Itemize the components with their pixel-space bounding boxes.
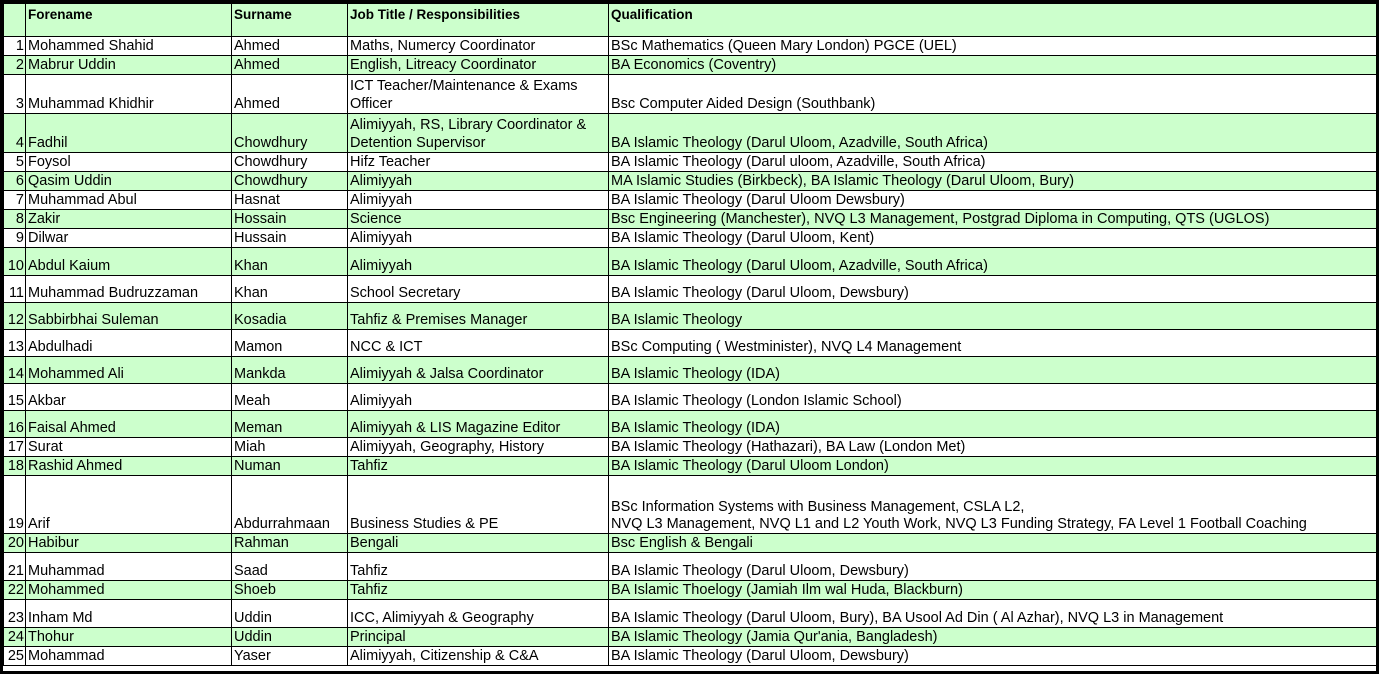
table-row xyxy=(4,647,1377,666)
surname-cell[interactable]: Chowdhury xyxy=(232,172,348,191)
forename-cell[interactable]: Mohammad xyxy=(26,647,232,666)
qualification-cell[interactable]: BSc Mathematics (Queen Mary London) PGCE (UEL) xyxy=(609,37,1377,56)
table-row xyxy=(4,229,1377,248)
row-number-cell[interactable]: 8 xyxy=(4,210,26,229)
surname-cell[interactable]: Mankda xyxy=(232,357,348,384)
table-row xyxy=(4,384,1377,411)
forename-cell[interactable]: Zakir xyxy=(26,210,232,229)
qualification-cell[interactable]: MA Islamic Studies (Birkbeck), BA Islamic Theology (Darul Uloom, Bury) xyxy=(609,172,1377,191)
surname-cell[interactable]: Kosadia xyxy=(232,303,348,330)
table-row xyxy=(4,276,1377,303)
row-number-cell[interactable]: 18 xyxy=(4,457,26,476)
table-row xyxy=(4,114,1377,153)
qualification-cell[interactable]: Bsc English & Bengali xyxy=(609,534,1377,553)
forename-cell[interactable]: Faisal Ahmed xyxy=(26,411,232,438)
job-cell[interactable]: Tahfiz xyxy=(348,581,609,600)
row-number-cell[interactable]: 21 xyxy=(4,553,26,581)
job-cell[interactable]: ICT Teacher/Maintenance & Exams Officer xyxy=(348,75,609,114)
qualification-cell[interactable]: BA Islamic Theology (Darul Uloom, Kent) xyxy=(609,229,1377,248)
qualification-cell[interactable]: BA Islamic Theology (Darul Uloom London) xyxy=(609,457,1377,476)
job-cell[interactable]: Alimiyyah, RS, Library Coordinator & Detention Supervisor xyxy=(348,114,609,153)
forename-cell[interactable]: Mabrur Uddin xyxy=(26,56,232,75)
table-body xyxy=(4,37,1377,666)
job-cell[interactable]: School Secretary xyxy=(348,276,609,303)
surname-cell[interactable]: Chowdhury xyxy=(232,114,348,153)
surname-cell[interactable]: Meman xyxy=(232,411,348,438)
job-cell[interactable]: Alimiyyah xyxy=(348,191,609,210)
qualification-line-2: NVQ L3 Management, NVQ L1 and L2 Youth Work, NVQ L3 Funding Strategy, FA Level 1 Football Coaching xyxy=(611,516,1307,532)
qualification-cell[interactable]: BA Islamic Theology (IDA) xyxy=(609,357,1377,384)
qualification-cell[interactable]: Bsc Computer Aided Design (Southbank) xyxy=(609,75,1377,114)
surname-cell[interactable]: Numan xyxy=(232,457,348,476)
table-row xyxy=(4,210,1377,229)
surname-cell[interactable]: Hossain xyxy=(232,210,348,229)
forename-cell[interactable]: Muhammad Budruzzaman xyxy=(26,276,232,303)
row-number-cell[interactable]: 1 xyxy=(4,37,26,56)
job-cell[interactable]: Alimiyyah, Geography, History xyxy=(348,438,609,457)
surname-cell[interactable]: Shoeb xyxy=(232,581,348,600)
forename-cell[interactable]: Akbar xyxy=(26,384,232,411)
table-row xyxy=(4,172,1377,191)
forename-cell[interactable]: Abdulhadi xyxy=(26,330,232,357)
header-qualification[interactable]: Qualification xyxy=(609,4,1377,37)
table-row xyxy=(4,248,1377,276)
forename-cell[interactable]: Abdul Kaium xyxy=(26,248,232,276)
table-row xyxy=(4,191,1377,210)
forename-cell[interactable]: Qasim Uddin xyxy=(26,172,232,191)
qualification-cell[interactable]: BA Islamic Theology (Hathazari), BA Law (London Met) xyxy=(609,438,1377,457)
table-row xyxy=(4,600,1377,628)
job-cell[interactable]: Alimiyyah, Citizenship & C&A xyxy=(348,647,609,666)
qualification-cell[interactable]: BSc Computing ( Westminister), NVQ L4 Management xyxy=(609,330,1377,357)
forename-cell[interactable]: Arif xyxy=(26,476,232,534)
row-number-cell[interactable]: 5 xyxy=(4,153,26,172)
surname-cell[interactable]: Chowdhury xyxy=(232,153,348,172)
row-number-cell[interactable]: 14 xyxy=(4,357,26,384)
qualification-cell[interactable]: BA Islamic Theology (Darul Uloom, Dewsbury) xyxy=(609,647,1377,666)
qualification-cell[interactable]: BA Islamic Theology (Jamia Qur'ania, Bangladesh) xyxy=(609,628,1377,647)
qualification-cell[interactable]: BA Islamic Theology (Darul Uloom, Dewsbury) xyxy=(609,553,1377,581)
row-number-cell[interactable]: 4 xyxy=(4,114,26,153)
row-number-cell[interactable]: 6 xyxy=(4,172,26,191)
table-row xyxy=(4,553,1377,581)
staff-table xyxy=(3,3,1377,666)
surname-cell[interactable]: Yaser xyxy=(232,647,348,666)
forename-cell[interactable]: Mohammed xyxy=(26,581,232,600)
surname-cell[interactable]: Uddin xyxy=(232,628,348,647)
job-cell[interactable]: Principal xyxy=(348,628,609,647)
forename-cell[interactable]: Dilwar xyxy=(26,229,232,248)
forename-cell[interactable]: Rashid Ahmed xyxy=(26,457,232,476)
job-cell[interactable]: Alimiyyah xyxy=(348,229,609,248)
forename-cell[interactable]: Mohammed Ali xyxy=(26,357,232,384)
surname-cell[interactable]: Ahmed xyxy=(232,37,348,56)
row-number-cell[interactable]: 9 xyxy=(4,229,26,248)
row-number-cell[interactable]: 24 xyxy=(4,628,26,647)
surname-cell[interactable]: Hasnat xyxy=(232,191,348,210)
surname-cell[interactable]: Mamon xyxy=(232,330,348,357)
job-cell[interactable]: NCC & ICT xyxy=(348,330,609,357)
qualification-cell[interactable]: BA Islamic Theology (Darul uloom, Azadville, South Africa) xyxy=(609,153,1377,172)
row-number-cell[interactable]: 16 xyxy=(4,411,26,438)
table-row xyxy=(4,628,1377,647)
surname-cell[interactable]: Saad xyxy=(232,553,348,581)
table-row xyxy=(4,330,1377,357)
surname-cell[interactable]: Miah xyxy=(232,438,348,457)
row-number-cell[interactable]: 22 xyxy=(4,581,26,600)
qualification-cell[interactable]: BA Islamic Theology (Darul Uloom Dewsbury) xyxy=(609,191,1377,210)
job-cell[interactable]: English, Litreacy Coordinator xyxy=(348,56,609,75)
row-number-cell[interactable]: 2 xyxy=(4,56,26,75)
job-cell[interactable]: Tahfiz xyxy=(348,457,609,476)
table-row xyxy=(4,56,1377,75)
job-cell[interactable]: Alimiyyah & Jalsa Coordinator xyxy=(348,357,609,384)
forename-cell[interactable]: Muhammad Abul xyxy=(26,191,232,210)
job-cell[interactable]: Alimiyyah & LIS Magazine Editor xyxy=(348,411,609,438)
row-number-cell[interactable]: 17 xyxy=(4,438,26,457)
qualification-cell[interactable]: BA Islamic Theology (London Islamic School) xyxy=(609,384,1377,411)
table-row xyxy=(4,438,1377,457)
table-row xyxy=(4,581,1377,600)
table-row xyxy=(4,153,1377,172)
row-number-cell[interactable]: 3 xyxy=(4,75,26,114)
row-number-cell[interactable]: 25 xyxy=(4,647,26,666)
table-row xyxy=(4,303,1377,330)
forename-cell[interactable]: Mohammed Shahid xyxy=(26,37,232,56)
table-row xyxy=(4,534,1377,553)
surname-cell[interactable]: Uddin xyxy=(232,600,348,628)
table-row xyxy=(4,357,1377,384)
qualification-cell[interactable]: BA Islamic Theology (Darul Uloom, Dewsbury) xyxy=(609,276,1377,303)
surname-cell[interactable]: Ahmed xyxy=(232,56,348,75)
row-number-cell[interactable]: 7 xyxy=(4,191,26,210)
job-cell[interactable]: Tahfiz & Premises Manager xyxy=(348,303,609,330)
header-job[interactable]: Job Title / Responsibilities xyxy=(348,4,609,37)
surname-cell[interactable]: Abdurrahmaan xyxy=(232,476,348,534)
surname-cell[interactable]: Ahmed xyxy=(232,75,348,114)
forename-cell[interactable]: Sabbirbhai Suleman xyxy=(26,303,232,330)
row-number-cell[interactable]: 12 xyxy=(4,303,26,330)
surname-cell[interactable]: Meah xyxy=(232,384,348,411)
row-number-cell[interactable]: 15 xyxy=(4,384,26,411)
qualification-cell[interactable]: BA Islamic Theology (Darul Uloom, Bury), BA Usool Ad Din ( Al Azhar), NVQ L3 in Management xyxy=(609,600,1377,628)
row-number-cell[interactable]: 11 xyxy=(4,276,26,303)
qualification-cell[interactable]: BA Islamic Theology (Darul Uloom, Azadville, South Africa) xyxy=(609,248,1377,276)
qualification-cell[interactable]: BA Islamic Theology (IDA) xyxy=(609,411,1377,438)
qualification-cell[interactable] xyxy=(609,476,1377,534)
forename-cell[interactable]: Fadhil xyxy=(26,114,232,153)
job-cell[interactable]: Science xyxy=(348,210,609,229)
header-surname[interactable]: Surname xyxy=(232,4,348,37)
forename-cell[interactable]: Surat xyxy=(26,438,232,457)
qualification-cell[interactable]: Bsc Engineering (Manchester), NVQ L3 Management, Postgrad Diploma in Computing, QTS (UGLOS) xyxy=(609,210,1377,229)
table-row xyxy=(4,411,1377,438)
surname-cell[interactable]: Khan xyxy=(232,276,348,303)
forename-cell[interactable]: Thohur xyxy=(26,628,232,647)
row-number-cell[interactable]: 10 xyxy=(4,248,26,276)
qualification-cell[interactable]: BA Islamic Theology (Darul Uloom, Azadville, South Africa) xyxy=(609,114,1377,153)
table-row xyxy=(4,37,1377,56)
qualification-line-1: BSc Information Systems with Business Management, CSLA L2, xyxy=(611,499,1025,515)
forename-cell[interactable]: Muhammad xyxy=(26,553,232,581)
row-number-cell[interactable]: 19 xyxy=(4,476,26,534)
forename-cell[interactable]: Foysol xyxy=(26,153,232,172)
forename-cell[interactable]: Habibur xyxy=(26,534,232,553)
surname-cell[interactable]: Rahman xyxy=(232,534,348,553)
surname-cell[interactable]: Hussain xyxy=(232,229,348,248)
job-cell[interactable]: Hifz Teacher xyxy=(348,153,609,172)
row-number-cell[interactable]: 23 xyxy=(4,600,26,628)
surname-cell[interactable]: Khan xyxy=(232,248,348,276)
table-row xyxy=(4,457,1377,476)
forename-cell[interactable]: Muhammad Khidhir xyxy=(26,75,232,114)
table-row xyxy=(4,476,1377,534)
job-cell[interactable]: Alimiyyah xyxy=(348,384,609,411)
qualification-cell[interactable]: BA Economics (Coventry) xyxy=(609,56,1377,75)
job-cell[interactable]: Business Studies & PE xyxy=(348,476,609,534)
header-forename[interactable]: Forename xyxy=(26,4,232,37)
row-number-cell[interactable]: 20 xyxy=(4,534,26,553)
qualification-cell[interactable]: BA Islamic Thoelogy (Jamiah Ilm wal Huda, Blackburn) xyxy=(609,581,1377,600)
job-cell[interactable]: Alimiyyah xyxy=(348,172,609,191)
job-cell[interactable]: Maths, Numercy Coordinator xyxy=(348,37,609,56)
header-row xyxy=(4,4,1377,37)
table-row xyxy=(4,75,1377,114)
job-cell[interactable]: Bengali xyxy=(348,534,609,553)
forename-cell[interactable]: Inham Md xyxy=(26,600,232,628)
qualification-cell[interactable]: BA Islamic Theology xyxy=(609,303,1377,330)
row-number-cell[interactable]: 13 xyxy=(4,330,26,357)
header-num[interactable] xyxy=(4,4,26,37)
job-cell[interactable]: Alimiyyah xyxy=(348,248,609,276)
job-cell[interactable]: Tahfiz xyxy=(348,553,609,581)
job-cell[interactable]: ICC, Alimiyyah & Geography xyxy=(348,600,609,628)
